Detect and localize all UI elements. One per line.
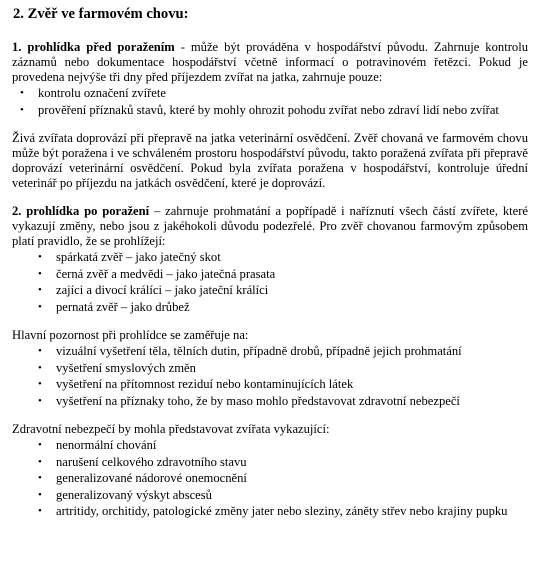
- section1-label: 1. prohlídka před poražením: [12, 40, 175, 54]
- list-item: [12, 102, 528, 119]
- list-item-text: generalizovaný výskyt abscesů: [56, 487, 212, 502]
- list-item: [12, 470, 528, 487]
- section1-intro: [12, 40, 528, 85]
- attention-intro: Hlavní pozornost při prohlídce se zaměřuje na:: [12, 328, 249, 342]
- bullet-icon: •: [38, 361, 42, 374]
- bullet-icon: •: [38, 284, 42, 296]
- bullet-icon: •: [38, 251, 42, 263]
- list-item-text: vyšetření smyslových změn: [56, 360, 196, 375]
- list-item: [12, 85, 528, 102]
- list-item-text: spárkatá zvěř – jako jatečný skot: [56, 250, 221, 264]
- list-item-text: vyšetření na příznaky toho, že by maso mohlo představovat zdravotní nebezpečí: [56, 393, 460, 408]
- list-item: [12, 454, 528, 471]
- list-item-text: narušení celkového zdravotního stavu: [56, 454, 247, 469]
- list-item-text: černá zvěř a medvědi – jako jatečná prasata: [56, 266, 276, 281]
- list-item-text: nenormální chování: [56, 438, 157, 452]
- section2-intro-text: – zahrnuje prohmatání a popřípadě i naříznutí všech částí zvířete, které vykazují změny, nebo jsou z jakéhokoli důvodu podezřelé. Pro zvěř chovanou farmovým způsobem platí pravidlo, že se prohlížejí:: [12, 204, 528, 248]
- list-item-text: prověření příznaků stavů, které by mohly ohrozit pohodu zvířat nebo zdraví lidí nebo zvířat: [38, 102, 499, 117]
- bullet-icon: •: [38, 394, 42, 407]
- section2-intro: [12, 204, 528, 249]
- bullet-icon: •: [38, 345, 42, 357]
- section1-list: [12, 85, 528, 118]
- list-item: [12, 343, 528, 360]
- section1-paragraph: Živá zvířata doprovází při přepravě na jatka veterinární osvědčení. Zvěř chovaná ve farmovém chovu může být poražena i ve schváleném prostoru hospodářství původu, takto poražená zvířata při přepravě doprovází veterinární osvědčení. Pokud byla zvířata poražena v hospodářství, kontroluje úřední veterinář po příjezdu na jatkách osvědčení, které je doprovází.: [12, 131, 528, 190]
- list-item: [12, 266, 528, 283]
- list-item-text: artritidy, orchitidy, patologické změny jater nebo sleziny, záněty střev nebo krajiny pupku: [56, 504, 508, 518]
- list-item: [12, 437, 528, 454]
- list-item-text: zajíci a divocí králíci – jako jateční králíci: [56, 283, 269, 297]
- list-item-text: kontrolu označení zvířete: [38, 86, 166, 100]
- bullet-icon: •: [20, 103, 24, 116]
- list-item: [12, 393, 528, 410]
- bullet-icon: •: [38, 488, 42, 501]
- list-item-text: generalizované nádorové onemocnění: [56, 471, 247, 485]
- bullet-icon: •: [20, 87, 24, 99]
- section1-intro-text: - může být prováděna v hospodářství původu. Zahrnuje kontrolu záznamů nebo dokumentace hospodářství včetně informací o potravinovém řetězci. Pokud je provedena nejvýše tři dny před příjezdem zvířat na jatka, zahrnuje pouze:: [12, 40, 528, 84]
- bullet-icon: •: [38, 300, 42, 313]
- list-item: [12, 360, 528, 377]
- bullet-icon: •: [38, 455, 42, 468]
- section-heading: 2. Zvěř ve farmovém chovu:: [13, 6, 189, 22]
- list-item: [12, 503, 528, 520]
- bullet-icon: •: [38, 505, 42, 517]
- danger-list: [12, 437, 528, 520]
- list-item: [12, 376, 528, 393]
- list-item: [12, 487, 528, 504]
- bullet-icon: •: [38, 267, 42, 280]
- list-item-text: vizuální vyšetření těla, tělních dutin, případně drobů, případně jejich prohmatání: [56, 344, 462, 358]
- attention-list: [12, 343, 528, 409]
- document-page: [12, 6, 528, 520]
- list-item: [12, 282, 528, 299]
- list-item-text: pernatá zvěř – jako drůbež: [56, 299, 190, 314]
- bullet-icon: •: [38, 472, 42, 484]
- list-item-text: vyšetření na přítomnost reziduí nebo kontaminujících látek: [56, 377, 354, 391]
- danger-intro: Zdravotní nebezpečí by mohla představovat zvířata vykazující:: [12, 422, 330, 436]
- list-item: [12, 299, 528, 316]
- bullet-icon: •: [38, 378, 42, 390]
- section2-list: [12, 249, 528, 315]
- bullet-icon: •: [38, 439, 42, 451]
- section2-label: 2. prohlídka po poražení: [12, 204, 150, 218]
- list-item: [12, 249, 528, 266]
